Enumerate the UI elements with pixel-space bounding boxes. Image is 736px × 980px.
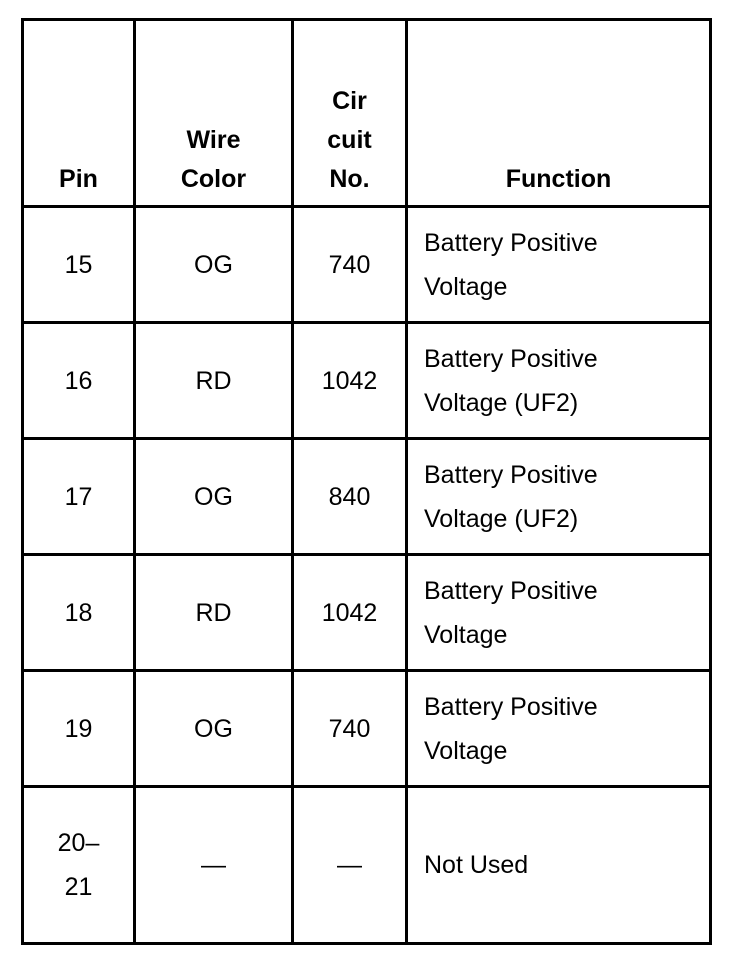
table-row <box>23 555 711 671</box>
circuit-no-cell <box>293 323 407 439</box>
pin-cell <box>23 207 135 323</box>
wire-color-cell <box>135 671 293 787</box>
table-header <box>23 20 711 207</box>
function-value: Battery Positive Voltage <box>424 576 598 649</box>
wire-color-value: RD <box>195 598 232 627</box>
circuit-no-value: — <box>337 851 362 879</box>
header-wire-color-label: Wire Color <box>180 126 247 193</box>
wire-color-cell <box>135 787 293 944</box>
table-body <box>23 207 711 944</box>
function-value: Battery Positive Voltage (UF2) <box>424 460 598 533</box>
pin-cell <box>23 439 135 555</box>
circuit-no-value: 740 <box>328 250 371 279</box>
pin-value: 18 <box>64 598 93 627</box>
wire-color-cell <box>135 439 293 555</box>
function-cell <box>407 323 711 439</box>
circuit-no-cell <box>293 787 407 944</box>
function-value: Battery Positive Voltage (UF2) <box>424 344 598 417</box>
function-cell <box>407 787 711 944</box>
header-function-label: Function <box>505 165 612 193</box>
circuit-no-cell <box>293 555 407 671</box>
header-wire-color <box>135 20 293 207</box>
pin-value: 19 <box>64 714 93 743</box>
table-row <box>23 787 711 944</box>
pin-value: 20– 21 <box>57 829 100 901</box>
header-pin-label: Pin <box>59 165 98 193</box>
pin-cell <box>23 555 135 671</box>
circuit-no-value: 1042 <box>321 598 378 627</box>
header-circuit-no-label: Cir cuit No. <box>327 87 372 193</box>
wire-color-value: RD <box>195 366 232 395</box>
circuit-no-value: 740 <box>328 714 371 743</box>
circuit-no-value: 1042 <box>321 366 378 395</box>
pinout-table <box>21 18 712 945</box>
header-pin <box>23 20 135 207</box>
table-row <box>23 323 711 439</box>
pin-cell <box>23 787 135 944</box>
wire-color-cell <box>135 555 293 671</box>
wire-color-cell <box>135 323 293 439</box>
function-cell <box>407 439 711 555</box>
function-value: Battery Positive Voltage <box>424 228 598 301</box>
function-cell <box>407 207 711 323</box>
wire-color-value: OG <box>194 250 233 279</box>
header-function <box>407 20 711 207</box>
function-cell <box>407 671 711 787</box>
circuit-no-cell <box>293 207 407 323</box>
table-row <box>23 439 711 555</box>
wire-color-value: OG <box>194 714 233 743</box>
header-row <box>23 20 711 207</box>
circuit-no-value: 840 <box>328 482 371 511</box>
wire-color-value: — <box>201 851 226 879</box>
function-value: Not Used <box>424 851 529 879</box>
circuit-no-cell <box>293 671 407 787</box>
pin-cell <box>23 671 135 787</box>
pin-cell <box>23 323 135 439</box>
wire-color-cell <box>135 207 293 323</box>
wire-color-value: OG <box>194 482 233 511</box>
function-cell <box>407 555 711 671</box>
circuit-no-cell <box>293 439 407 555</box>
pin-value: 17 <box>64 482 93 511</box>
header-circuit-no <box>293 20 407 207</box>
pin-value: 15 <box>64 250 93 279</box>
table-row <box>23 207 711 323</box>
table-row <box>23 671 711 787</box>
function-value: Battery Positive Voltage <box>424 692 598 765</box>
pin-value: 16 <box>64 366 93 395</box>
